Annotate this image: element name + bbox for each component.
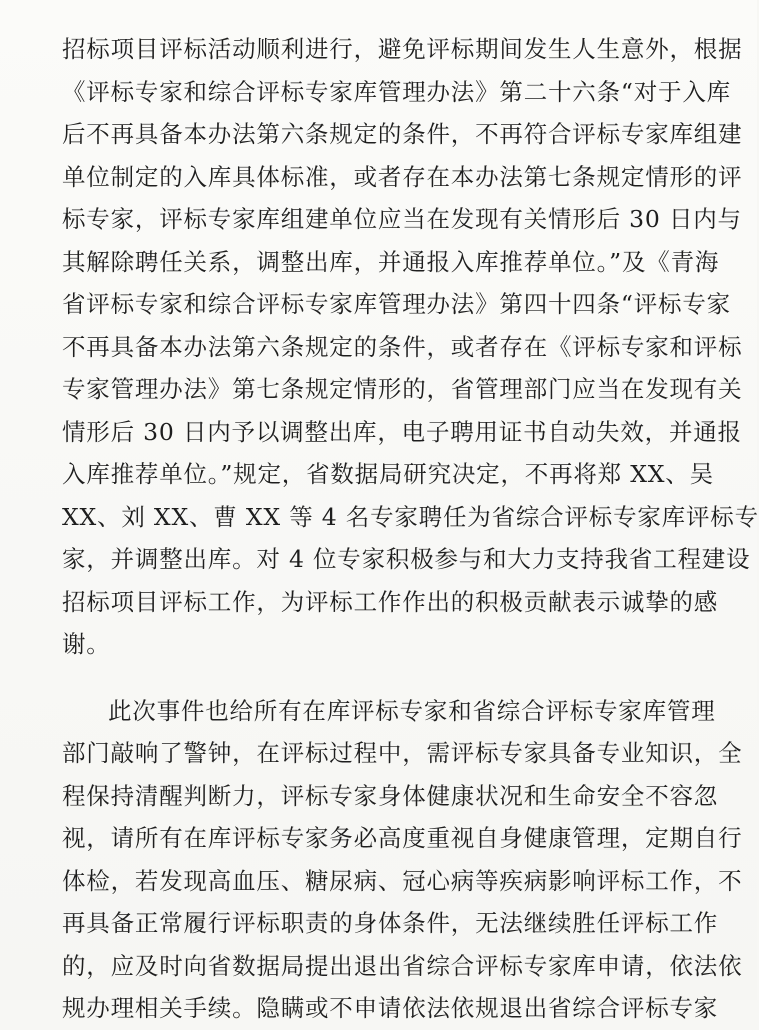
- text-line: XX、刘 XX、曹 XX 等 4 名专家聘任为省综合评标专家库评标专: [62, 502, 759, 531]
- text-line: 单位制定的入库具体标准，或者存在本办法第七条规定情形的评: [62, 162, 743, 191]
- text-line: 情形后 30 日内予以调整出库，电子聘用证书自动失效，并通报: [62, 417, 742, 446]
- text-line: 不再具备本办法第六条规定的条件，或者存在《评标专家和评标: [62, 332, 743, 361]
- text-line: 部门敲响了警钟，在评标过程中，需评标专家具备专业知识，全: [62, 739, 743, 767]
- text-line: 的，应及时向省数据局提出退出省综合评标专家库申请，依法依: [62, 951, 743, 980]
- text-line: 《评标专家和综合评标专家库管理办法》第二十六条“对于入库: [62, 77, 731, 106]
- text-line: 再具备正常履行评标职责的身体条件，无法继续胜任评标工作: [62, 909, 719, 937]
- text-line: 体检，若发现高血压、糖尿病、冠心病等疾病影响评标工作，不: [62, 866, 743, 895]
- text-line: 招标项目评标活动顺利进行，避免评标期间发生人生意外，根据: [62, 35, 743, 63]
- text-line: 此次事件也给所有在库评标专家和省综合评标专家库管理: [108, 696, 716, 725]
- text-line: 专家管理办法》第七条规定情形的，省管理部门应当在发现有关: [62, 375, 743, 403]
- text-line: 标专家，评标专家库组建单位应当在发现有关情形后 30 日内与: [62, 205, 742, 233]
- paragraph-expert-removal: [62, 28, 759, 666]
- text-line: 其解除聘任关系，调整出库，并通报入库推荐单位。”及《青海: [62, 247, 720, 276]
- text-line: 后不再具备本办法第六条规定的条件，不再符合评标专家库组建: [62, 120, 743, 148]
- text-line: 规办理相关手续。隐瞒或不申请依法依规退出省综合评标专家: [62, 994, 719, 1022]
- paragraph-health-warning: [62, 690, 743, 1030]
- document-body: [62, 0, 759, 1030]
- text-line: 入库推荐单位。”规定，省数据局研究决定，不再将郑 XX、吴: [62, 460, 714, 488]
- text-line: 家，并调整出库。对 4 位专家积极参与和大力支持我省工程建设: [62, 545, 751, 573]
- text-line: 程保持清醒判断力，评标专家身体健康状况和生命安全不容忽: [62, 781, 719, 810]
- text-line: 视，请所有在库评标专家务必高度重视自身健康管理，定期自行: [62, 824, 743, 852]
- text-line: 省评标专家和综合评标专家库管理办法》第四十四条“评标专家: [62, 290, 731, 318]
- text-line: 招标项目评标工作，为评标工作作出的积极贡献表示诚挚的感: [62, 587, 719, 616]
- text-line: 谢。: [62, 630, 111, 658]
